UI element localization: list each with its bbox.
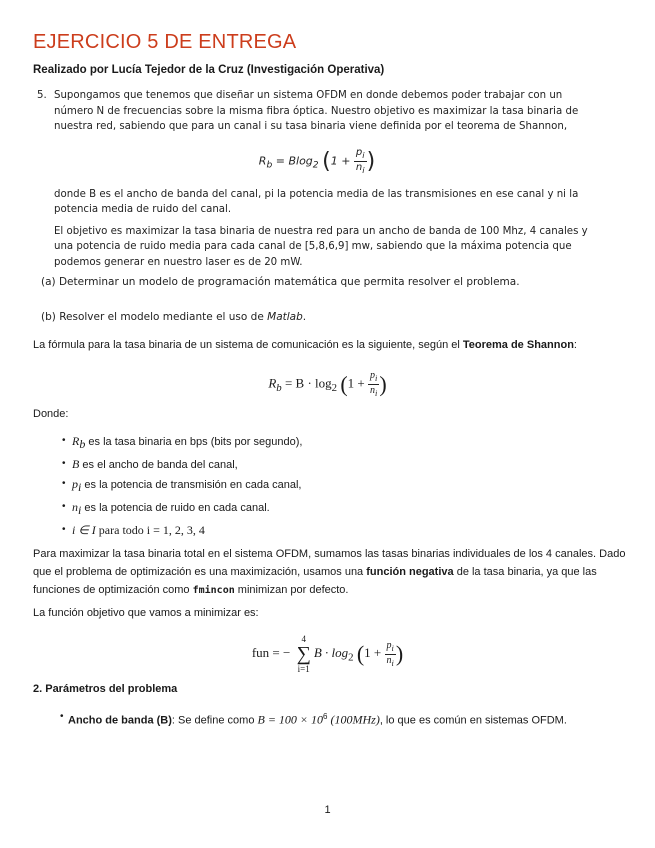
eq3-body-sub: 2 [348, 651, 354, 664]
variable-description: es la potencia de ruido en cada canal. [81, 501, 270, 514]
eq1-paren-open: ( [322, 148, 331, 174]
max-para-part-1: Para maximizar la tasa binaria total en el sistema OFDM, sumamos las tasas binarias individuales de los 4 canales. Dado que el problema de optimización es una maximización, usamos una [33, 548, 626, 578]
variable-sub: b [79, 437, 86, 452]
eq3-num-sub: i [391, 643, 394, 653]
eq2-den-sub: i [375, 389, 378, 398]
variable-sub: i [78, 503, 82, 518]
eq3-body: B · log [313, 644, 349, 660]
list-item [62, 432, 302, 455]
eq3-num: p [386, 639, 392, 651]
shannon-equation-1 [37, 147, 597, 177]
eq1-num: p [355, 146, 363, 158]
formula-intro-prefix: La fórmula para la tasa binaria de un sistema de comunicación es la siguiente, según el [33, 339, 463, 351]
subquestion-b-suffix: . [302, 311, 307, 323]
eq2-num-sub: i [375, 374, 378, 383]
formula-intro-suffix: : [573, 339, 577, 351]
exercise-paragraph-1: Supongamos que tenemos que diseñar un sistema OFDM en donde debemos poder trabajar con un número N de frecuencias sobre la misma fibra óptica. Nuestro objetivo es maximizar la tasa binaria de nuestra red, sabiendo que para un canal i su tasa binaria viene definida por el teorema de Shannon, [54, 90, 579, 132]
max-para-part-3: minimizan por defecto. [234, 584, 349, 596]
eq1-lhs: R [258, 154, 267, 167]
eq2-num: p [370, 370, 375, 381]
eq3-summation [297, 634, 311, 674]
param-bandwidth-text-b: , lo que es común en sistemas OFDM. [379, 714, 567, 727]
variable-description: para todo i = 1, 2, 3, 4 [95, 522, 205, 537]
eq2-den: n [370, 385, 375, 396]
list-item [62, 475, 302, 498]
section-2-title: 2. Parámetros del problema [33, 683, 178, 695]
param-bandwidth-sup: 6 [323, 712, 328, 721]
eq3-sum-symbol: ∑ [296, 643, 311, 665]
eq3-one-plus: 1 + [364, 644, 385, 660]
eq3-lhs: fun = − [251, 644, 291, 660]
eq1-den: n [355, 161, 363, 173]
eq2-rhs-sub: 2 [331, 382, 338, 395]
eq3-sum-top: 4 [301, 634, 306, 644]
eq1-den-sub: i [362, 164, 365, 175]
variable-symbol: n [72, 499, 78, 514]
exercise-number: 5. [37, 90, 47, 101]
donde-label: Donde: [33, 408, 69, 420]
eq1-one-plus: 1 + [330, 154, 354, 167]
param-bandwidth-text-a: : Se define como [171, 714, 258, 727]
variable-symbol: B [72, 456, 80, 471]
eq1-num-sub: i [362, 149, 365, 160]
eq3-sum-bottom: i=1 [297, 664, 310, 674]
eq3-fraction [385, 640, 396, 669]
objective-intro: La función objetivo que vamos a minimizar es: [33, 607, 259, 619]
eq2-rhs: = B · log [281, 375, 332, 391]
maximization-paragraph [33, 545, 633, 600]
variable-description: es la potencia de transmisión en cada canal, [81, 479, 302, 492]
eq3-den-sub: i [391, 658, 394, 668]
exercise-statement [37, 88, 597, 276]
max-para-part-2: de la tasa binaria, ya que las funciones de optimización como [33, 566, 597, 596]
eq1-mid-sub: 2 [312, 159, 319, 171]
list-item [62, 498, 302, 521]
page-number: 1 [324, 804, 331, 816]
exercise-paragraph-2: donde B es el ancho de banda del canal, pi la potencia media de las transmisiones en ese canal y ni la potencia media de ruido del canal. [54, 188, 579, 215]
objective-equation [0, 634, 655, 674]
subquestion-b-prefix: (b) Resolver el modelo mediante el uso de [41, 311, 268, 323]
eq2-lhs-sub: b [276, 382, 282, 395]
param-bandwidth-math: B = 100 × 10 [257, 712, 324, 727]
formula-intro [33, 336, 633, 354]
variable-sub: i [78, 480, 82, 495]
param-bandwidth-unit: (100MHz) [327, 712, 380, 727]
eq1-paren-close: ) [366, 148, 376, 174]
formula-intro-bold: Teorema de Shannon [462, 339, 574, 351]
parameter-bandwidth [68, 712, 567, 728]
eq2-paren-open: ( [340, 371, 348, 397]
list-item [62, 521, 302, 542]
eq2-paren-close: ) [379, 371, 387, 397]
eq2-one-plus: 1 + [347, 375, 368, 391]
exercise-paragraph-3: El objetivo es maximizar la tasa binaria de nuestra red para un ancho de banda de 100 Mhz, 4 canales y una potencia de ruido media para cada canal de [5,8,6,9] mw, sabiendo que la máxima potencia que podemos generar en nuestro laser es de 20 mW. [54, 225, 588, 268]
variable-description: es la tasa binaria en bps (bits por segundo), [85, 436, 303, 448]
eq3-paren-close: ) [395, 641, 404, 666]
eq2-lhs: R [268, 375, 277, 391]
variable-symbol: R [72, 434, 80, 448]
list-item [62, 455, 302, 476]
eq2-fraction [368, 370, 379, 399]
shannon-equation-2 [0, 370, 655, 399]
max-para-bold: función negativa [366, 566, 454, 578]
variable-symbol: p [72, 477, 78, 492]
subquestion-a: (a) Determinar un modelo de programación matemática que permita resolver el problema. [41, 276, 520, 288]
eq3-paren-open: ( [356, 641, 365, 666]
eq1-fraction [354, 147, 367, 176]
eq3-den: n [386, 654, 392, 666]
max-para-code: fmincon [192, 585, 235, 596]
document-title: EJERCICIO 5 DE ENTREGA [33, 31, 297, 53]
eq1-lhs-sub: b [266, 159, 273, 171]
param-bandwidth-label: Ancho de banda (B) [68, 714, 172, 727]
variable-symbol: i ∈ I [72, 522, 96, 537]
subquestion-b-tool: Matlab [267, 311, 303, 323]
variable-description: es el ancho de banda del canal, [79, 458, 238, 471]
eq1-mid: = Blog [272, 154, 313, 167]
variable-list [62, 432, 302, 541]
author-line: Realizado por Lucía Tejedor de la Cruz (Investigación Operativa) [33, 64, 385, 76]
subquestion-b [41, 311, 306, 323]
